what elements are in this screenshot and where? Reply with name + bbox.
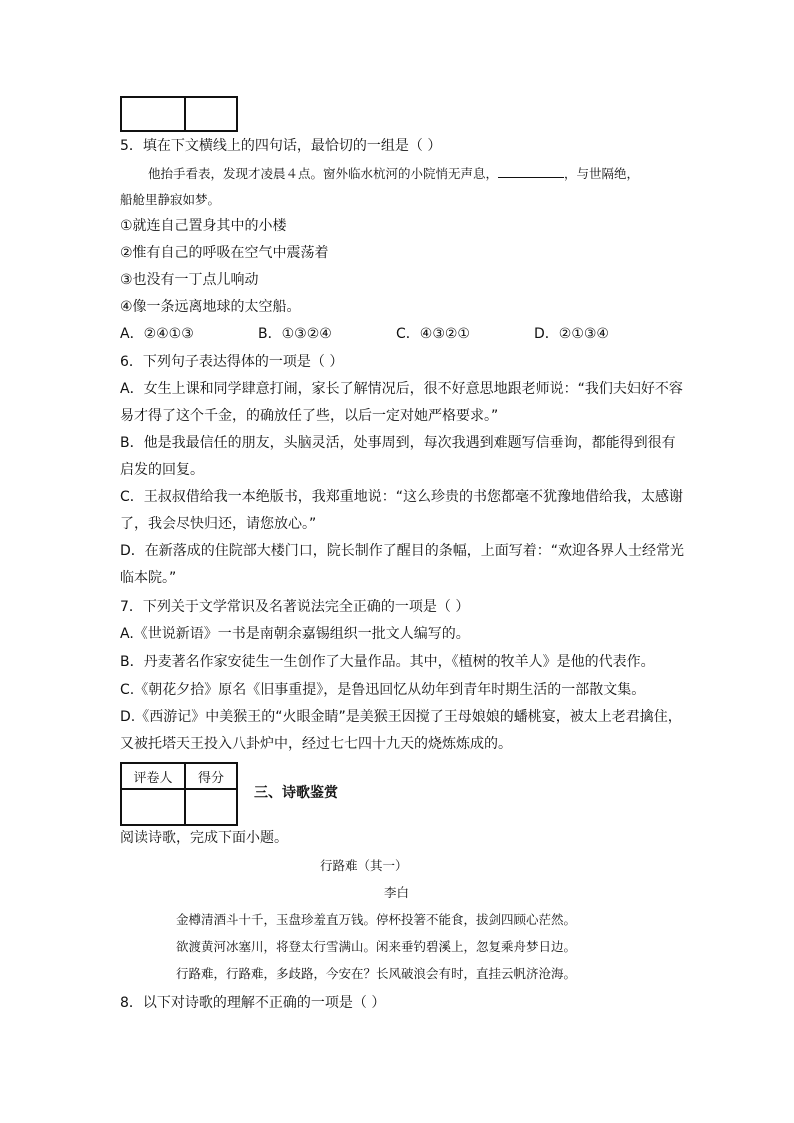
- q5-item-2: ②惟有自己的呼吸在空气中震荡着: [120, 245, 329, 261]
- q5-option-a: A．②④①③: [120, 326, 194, 342]
- q6-option-c-line1: C．王叔叔借给我一本绝版书，我郑重地说：“这么珍贵的书您都毫不犹豫地借给我，太感谢: [120, 489, 684, 505]
- q7-option-a: A.《世说新语》一书是南朝余嘉锡组织一批文人编写的。: [120, 626, 470, 642]
- score-cell-grader: [121, 789, 185, 825]
- section3-title: 三、诗歌鉴赏: [254, 785, 338, 801]
- q6-option-d-line2: 临本院。”: [120, 570, 177, 586]
- score-cell-left: [121, 97, 185, 131]
- q6-option-b-line1: B．他是我最信任的朋友，头脑灵活，处事周到，每次我遇到难题写信垂询，都能得到很有: [120, 435, 676, 451]
- q5-blank: [498, 163, 564, 178]
- q5-option-c: C．④③②①: [396, 326, 470, 342]
- section3-instruction: 阅读诗歌，完成下面小题。: [120, 830, 288, 846]
- q8-stem: 8．以下对诗歌的理解不正确的一项是（ ）: [120, 995, 386, 1011]
- q7-option-d-line1: D.《西游记》中美猴王的“火眼金睛”是美猴王因搅了王母娘娘的蟠桃宴，被太上老君擒住，: [120, 709, 682, 725]
- poem-line-1: 金樽清酒斗十千，玉盘珍羞直万钱。停杯投箸不能食，拔剑四顾心茫然。: [176, 912, 577, 927]
- q5-passage-line1: [148, 163, 639, 182]
- q5-option-b: B．①③②④: [258, 326, 332, 342]
- score-cell-score: [185, 789, 237, 825]
- q5-option-d: D．②①③④: [534, 326, 609, 342]
- poem-line-2: 欲渡黄河冰塞川，将登太行雪满山。闲来垂钓碧溪上，忽复乘舟梦日边。: [176, 939, 577, 954]
- q7-option-d-line2: 又被托塔天王投入八卦炉中，经过七七四十九天的烧炼炼成的。: [120, 736, 512, 752]
- q6-option-b-line2: 启发的回复。: [120, 462, 204, 478]
- score-table-top: [120, 96, 238, 132]
- q5-passage-line2: 船舱里静寂如梦。: [120, 192, 221, 207]
- q5-item-1: ①就连自己置身其中的小楼: [120, 218, 287, 234]
- score-header-score: 得分: [185, 763, 237, 789]
- q5-stem: 5．填在下文横线上的四句话，最恰切的一组是（ ）: [120, 138, 442, 154]
- q5-item-3: ③也没有一丁点儿响动: [120, 272, 259, 288]
- poem-title: 行路难（其一）: [320, 858, 408, 873]
- poem-line-3: 行路难，行路难，多歧路，今安在？长风破浪会有时，直挂云帆济沧海。: [176, 966, 577, 981]
- q5-passage-part1: 他抬手看表，发现才凌晨４点。窗外临水杭河的小院悄无声息，: [148, 166, 499, 181]
- q7-option-c: C.《朝花夕拾》原名《旧事重提》，是鲁迅回忆从幼年到青年时期生活的一部散文集。: [120, 682, 646, 698]
- q7-stem: 7．下列关于文学常识及名著说法完全正确的一项是（ ）: [120, 599, 470, 615]
- score-table-section3: [120, 762, 238, 826]
- q6-stem: 6．下列句子表达得体的一项是（ ）: [120, 354, 344, 370]
- q5-passage-part2: ，与世隔绝，: [564, 166, 640, 181]
- q6-option-c-line2: 了，我会尽快归还，请您放心。”: [120, 516, 317, 532]
- q6-option-d-line1: D．在新落成的住院部大楼门口，院长制作了醒目的条幅，上面写着：“欢迎各界人士经常光: [120, 543, 685, 559]
- q6-option-a-line2: 易才得了这个千金，的确放任了些，以后一定对她严格要求。”: [120, 408, 499, 424]
- q5-item-4: ④像一条远离地球的太空船。: [120, 299, 301, 315]
- score-header-grader: 评卷人: [121, 763, 185, 789]
- q7-option-b: B．丹麦著名作家安徒生一生创作了大量作品。其中，《植树的牧羊人》是他的代表作。: [120, 654, 655, 670]
- q6-option-a-line1: A．女生上课和同学肆意打闹，家长了解情况后，很不好意思地跟老师说：“我们夫妇好不容: [120, 381, 683, 397]
- poem-author: 李白: [384, 885, 410, 900]
- score-cell-right: [185, 97, 237, 131]
